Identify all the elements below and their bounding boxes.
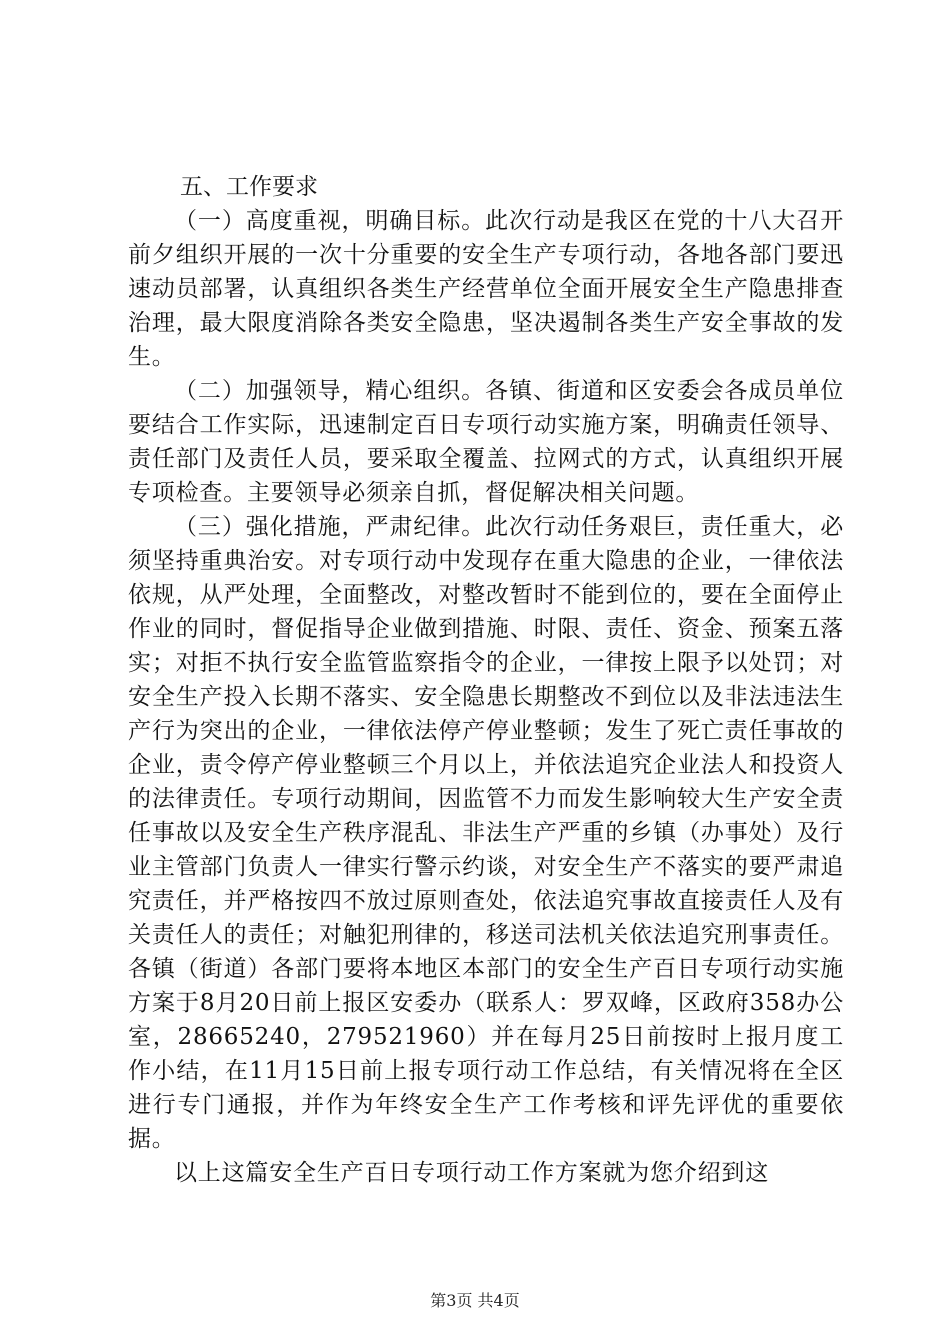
paragraph-1: （一）高度重视，明确目标。此次行动是我区在党的十八大召开前夕组织开展的一次十分重要的安全生产专项行动，各地各部门要迅速动员部署，认真组织各类生产经营单位全面开展安全生产隐患排查治理，最大限度消除各类安全隐患，坚决遏制各类生产安全事故的发生。 xyxy=(128,208,844,370)
paragraph-3: （三）强化措施，严肃纪律。此次行动任务艰巨，责任重大，必须坚持重典治安。对专项行动中发现存在重大隐患的企业，一律依法依规，从严处理，全面整改，对整改暂时不能到位的，要在全面停止作业的同时，督促指导企业做到措施、时限、责任、资金、预案五落实；对拒不执行安全监管监察指令的企业，一律按上限予以处罚；对安全生产投入长期不落实、安全隐患长期整改不到位以及非法违法生产行为突出的企业，一律依法停产停业整顿；发生了死亡责任事故的企业，责令停产停业整顿三个月以上，并依法追究企业法人和投资人的法律责任。专项行动期间，因监管不力而发生影响较大生产安全责任事故以及安全生产秩序混乱、非法生产严重的乡镇（办事处）及行业主管部门负责人一律实行警示约谈，对安全生产不落实的要严肃追究责任，并严格按四不放过原则查处，依法追究事故直接责任人及有关责任人的责任；对触犯刑律的，移送司法机关依法追究刑事责任。各镇（街道）各部门要将本地区本部门的安全生产百日专项行动实施方案于8月20日前上报区安委办（联系人：罗双峰，区政府358办公室，28665240，279521960）并在每月25日前按时上报月度工作小结，在11月15日前上报专项行动工作总结，有关情况将在全区进行专门通报，并作为年终安全生产工作考核和评先评优的重要依据。 xyxy=(128,514,844,1152)
section-heading: 五、工作要求 xyxy=(180,174,318,200)
page-footer: 第3页 共4页 xyxy=(430,1291,520,1310)
paragraph-2: （二）加强领导，精心组织。各镇、街道和区安委会各成员单位要结合工作实际，迅速制定百日专项行动实施方案，明确责任领导、责任部门及责任人员，要采取全覆盖、拉网式的方式，认真组织开展专项检查。主要领导必须亲自抓，督促解决相关问题。 xyxy=(128,378,844,506)
paragraph-4: 以上这篇安全生产百日专项行动工作方案就为您介绍到这 xyxy=(174,1160,769,1186)
document-body xyxy=(128,170,844,1190)
